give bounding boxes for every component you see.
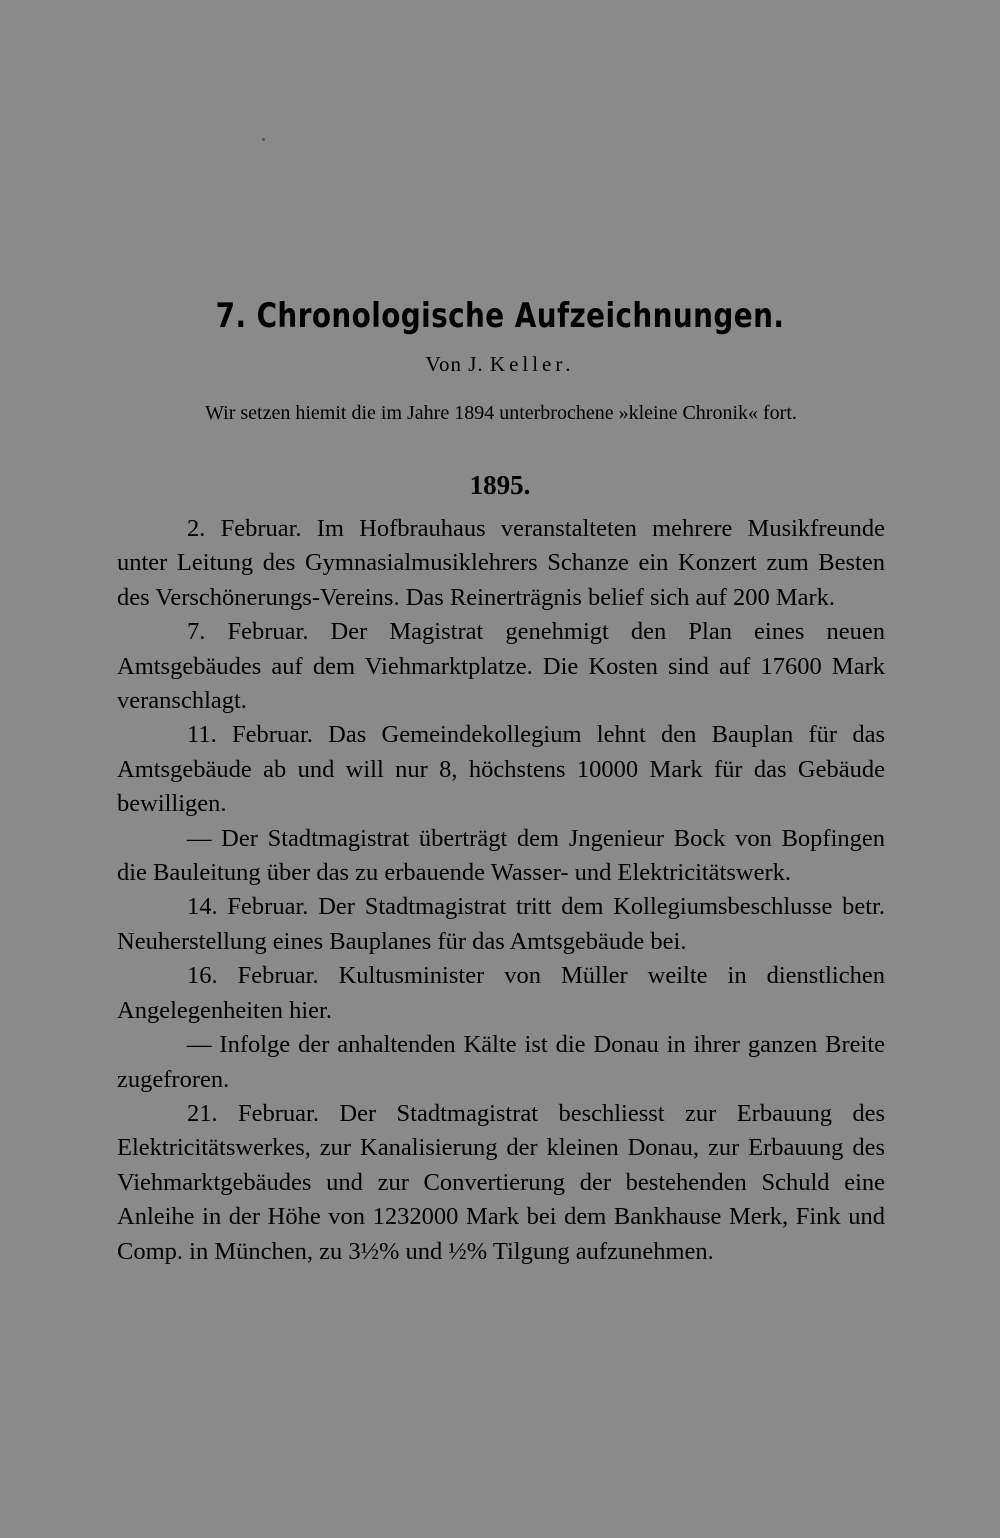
entry-paragraph: — Infolge der anhaltenden Kälte ist die Donau in ihrer ganzen Breite zugefroren.: [117, 1031, 885, 1093]
entry-paragraph: 7. Februar. Der Magistrat genehmigt den Plan eines neuen Amtsgebäudes auf dem Viehmarktplatze. Die Kosten sind auf 17600 Mark veranschlagt.: [117, 618, 885, 715]
chapter-title: 7. Chronologische Aufzeichnungen.: [215, 296, 785, 336]
entry-paragraph: 14. Februar. Der Stadtmagistrat tritt dem Kollegiumsbeschlusse betr. Neuherstellung eines Bauplanes für das Amtsgebäude bei.: [117, 893, 885, 955]
author-line: [0, 352, 1000, 377]
author-name: Keller.: [489, 352, 575, 376]
entry-paragraph: 21. Februar. Der Stadtmagistrat beschliesst zur Erbauung des Elektricitätswerkes, zur Kanalisierung der kleinen Donau, zur Erbauung des Viehmarktgebäudes und zur Convertierung der bestehenden Schuld eine Anleihe in der Höhe von 1232000 Mark bei dem Bankhause Merk, Fink und Comp. in München, zu 3½% und ½% Tilgung aufzunehmen.: [117, 1099, 885, 1265]
entry-paragraph: 16. Februar. Kultusminister von Müller weilte in dienstlichen Angelegenheiten hier.: [117, 962, 885, 1024]
chronicle-body: [117, 512, 885, 1269]
year-heading: 1895.: [469, 470, 531, 500]
ink-speck: [262, 138, 265, 141]
entry-paragraph: — Der Stadtmagistrat überträgt dem Jngenieur Bock von Bopfingen die Bauleitung über das zu erbauende Wasser- und Elektricitätswerk.: [117, 824, 885, 887]
entry-paragraph: 11. Februar. Das Gemeindekollegium lehnt den Bauplan für das Amtsgebäude ab und will nur 8, höchstens 10000 Mark für das Gebäude bewilligen.: [117, 721, 885, 818]
intro-paragraph: Wir setzen hiemit die im Jahre 1894 unterbrochene »kleine Chronik« fort.: [205, 402, 797, 424]
entry-paragraph: 2. Februar. Im Hofbrauhaus veranstalteten mehrere Musikfreunde unter Leitung des Gymnasialmusiklehrers Schanze ein Konzert zum Besten des Verschönerungs-Vereins. Das Reinerträgnis belief sich auf 200 Mark.: [117, 515, 885, 611]
author-prefix: Von J.: [425, 352, 484, 376]
